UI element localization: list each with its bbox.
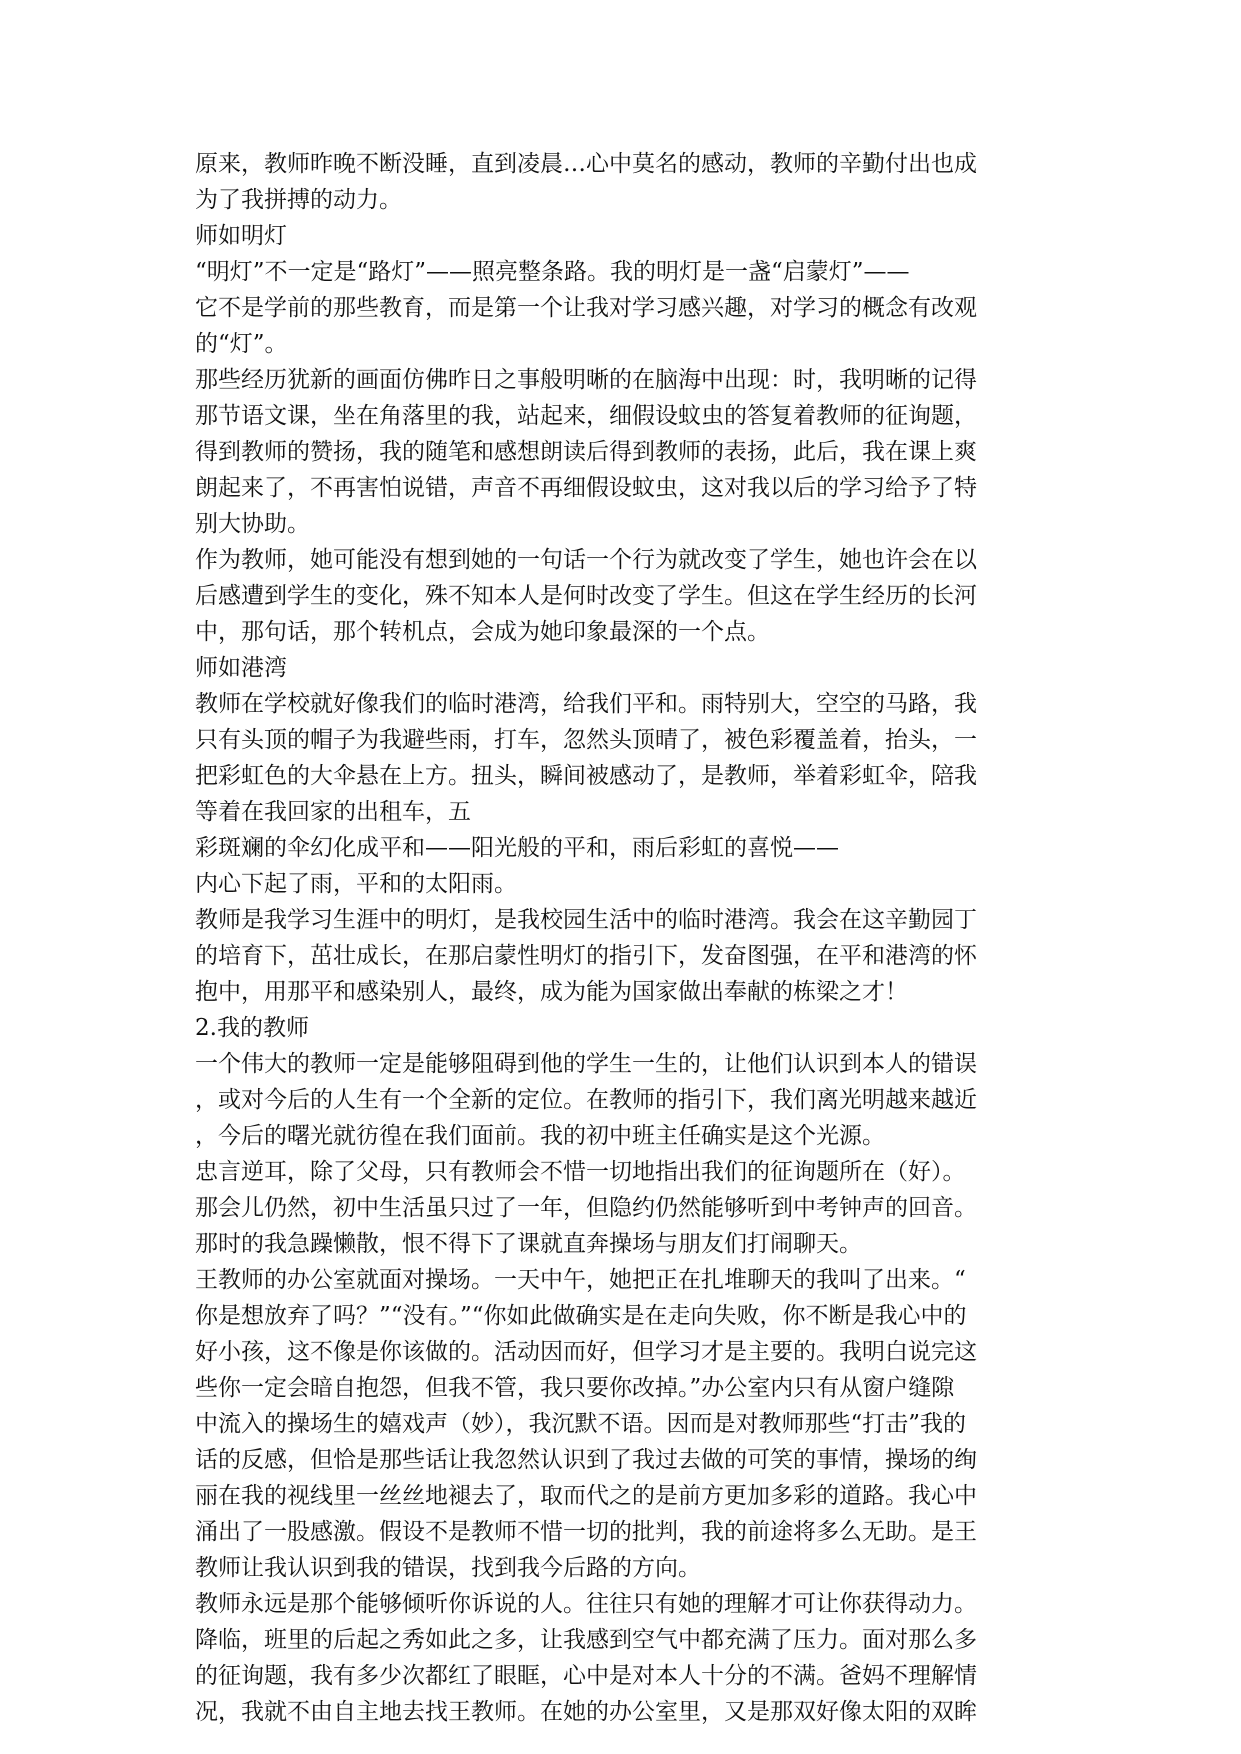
text-line: ，或对今后的人生有一个全新的定位。在教师的指引下，我们离光明越来越近 [195,1087,977,1113]
section-heading: 师如明灯 [195,223,287,249]
text-line: 中，那句话，那个转机点，会成为她印象最深的一个点。 [195,619,770,645]
text-line: 为了我拼搏的动力。 [195,187,402,213]
text-line: 作为教师，她可能没有想到她的一句话一个行为就改变了学生，她也许会在以 [195,547,977,573]
text-line: 王教师的办公室就面对操场。一天中午，她把正在扎堆聊天的我叫了出来。“ [195,1267,966,1293]
text-line: 那会儿仍然，初中生活虽只过了一年，但隐约仍然能够听到中考钟声的回音。 [195,1195,977,1221]
text-line: 涌出了一股感激。假设不是教师不惜一切的批判，我的前途将多么无助。是王 [195,1519,977,1545]
text-line: 降临，班里的后起之秀如此之多，让我感到空气中都充满了压力。面对那么多 [195,1627,977,1653]
text-line: 教师让我认识到我的错误，找到我今后路的方向。 [195,1555,701,1581]
text-line: 好小孩，这不像是你该做的。活动因而好，但学习才是主要的。我明白说完这 [195,1339,977,1365]
text-line: 原来，教师昨晚不断没睡，直到凌晨…心中莫名的感动，教师的辛勤付出也成 [195,151,977,177]
text-line: 那些经历犹新的画面仿佛昨日之事般明晰的在脑海中出现：时，我明晰的记得 [195,367,977,393]
text-line: 你是想放弃了吗？”“没有。”“你如此做确实是在走向失败，你不断是我心中的 [195,1303,967,1329]
text-line: 况，我就不由自主地去找王教师。在她的办公室里，又是那双好像太阳的双眸 [195,1699,977,1725]
text-line: 一个伟大的教师一定是能够阻碍到他的学生一生的，让他们认识到本人的错误 [195,1051,977,1077]
text-line: 中流入的操场生的嬉戏声（妙），我沉默不语。因而是对教师那些“打击”我的 [195,1411,967,1437]
text-line: 的培育下，茁壮成长，在那启蒙性明灯的指引下，发奋图强，在平和港湾的怀 [195,943,977,969]
text-line: 丽在我的视线里一丝丝地褪去了，取而代之的是前方更加多彩的道路。我心中 [195,1483,977,1509]
text-line: 后感遭到学生的变化，殊不知本人是何时改变了学生。但这在学生经历的长河 [195,583,977,609]
text-line: 教师在学校就好像我们的临时港湾，给我们平和。雨特别大，空空的马路，我 [195,691,977,717]
text-line: 把彩虹色的大伞悬在上方。扭头，瞬间被感动了，是教师，举着彩虹伞，陪我 [195,763,977,789]
text-line: 朗起来了，不再害怕说错，声音不再细假设蚊虫，这对我以后的学习给予了特 [195,475,977,501]
text-line: “明灯”不一定是“路灯”——照亮整条路。我的明灯是一盏“启蒙灯”—— [195,259,910,285]
text-line: 那时的我急躁懒散，恨不得下了课就直奔操场与朋友们打闹聊天。 [195,1231,862,1257]
text-line: 教师永远是那个能够倾听你诉说的人。往往只有她的理解才可让你获得动力。 [195,1591,977,1617]
text-line: 的征询题，我有多少次都红了眼眶，心中是对本人十分的不满。爸妈不理解情 [195,1663,977,1689]
text-line: 它不是学前的那些教育，而是第一个让我对学习感兴趣，对学习的概念有改观 [195,295,977,321]
text-line: 忠言逆耳，除了父母，只有教师会不惜一切地指出我们的征询题所在（好）。 [195,1159,966,1185]
text-line: 彩斑斓的伞幻化成平和——阳光般的平和，雨后彩虹的喜悦—— [195,835,839,861]
text-line: ，今后的曙光就彷徨在我们面前。我的初中班主任确实是这个光源。 [195,1123,885,1149]
text-line: 抱中，用那平和感染别人，最终，成为能为国家做出奉献的栋梁之才！ [195,979,908,1005]
section-heading: 师如港湾 [195,655,287,681]
section-heading: 2.我的教师 [195,1015,309,1041]
document-page [195,146,1051,1730]
text-line: 些你一定会暗自抱怨，但我不管，我只要你改掉。”办公室内只有从窗户缝隙 [195,1375,955,1401]
text-line: 那节语文课，坐在角落里的我，站起来，细假设蚊虫的答复着教师的征询题， [195,403,977,429]
text-line: 话的反感，但恰是那些话让我忽然认识到了我过去做的可笑的事情，操场的绚 [195,1447,977,1473]
text-line: 教师是我学习生涯中的明灯，是我校园生活中的临时港湾。我会在这辛勤园丁 [195,907,977,933]
text-line: 别大协助。 [195,511,310,537]
text-line: 的“灯”。 [195,331,288,357]
text-line: 等着在我回家的出租车，五 [195,799,471,825]
text-line: 内心下起了雨，平和的太阳雨。 [195,871,517,897]
text-line: 只有头顶的帽子为我避些雨，打车，忽然头顶晴了，被色彩覆盖着，抬头，一 [195,727,977,753]
text-line: 得到教师的赞扬，我的随笔和感想朗读后得到教师的表扬，此后，我在课上爽 [195,439,977,465]
